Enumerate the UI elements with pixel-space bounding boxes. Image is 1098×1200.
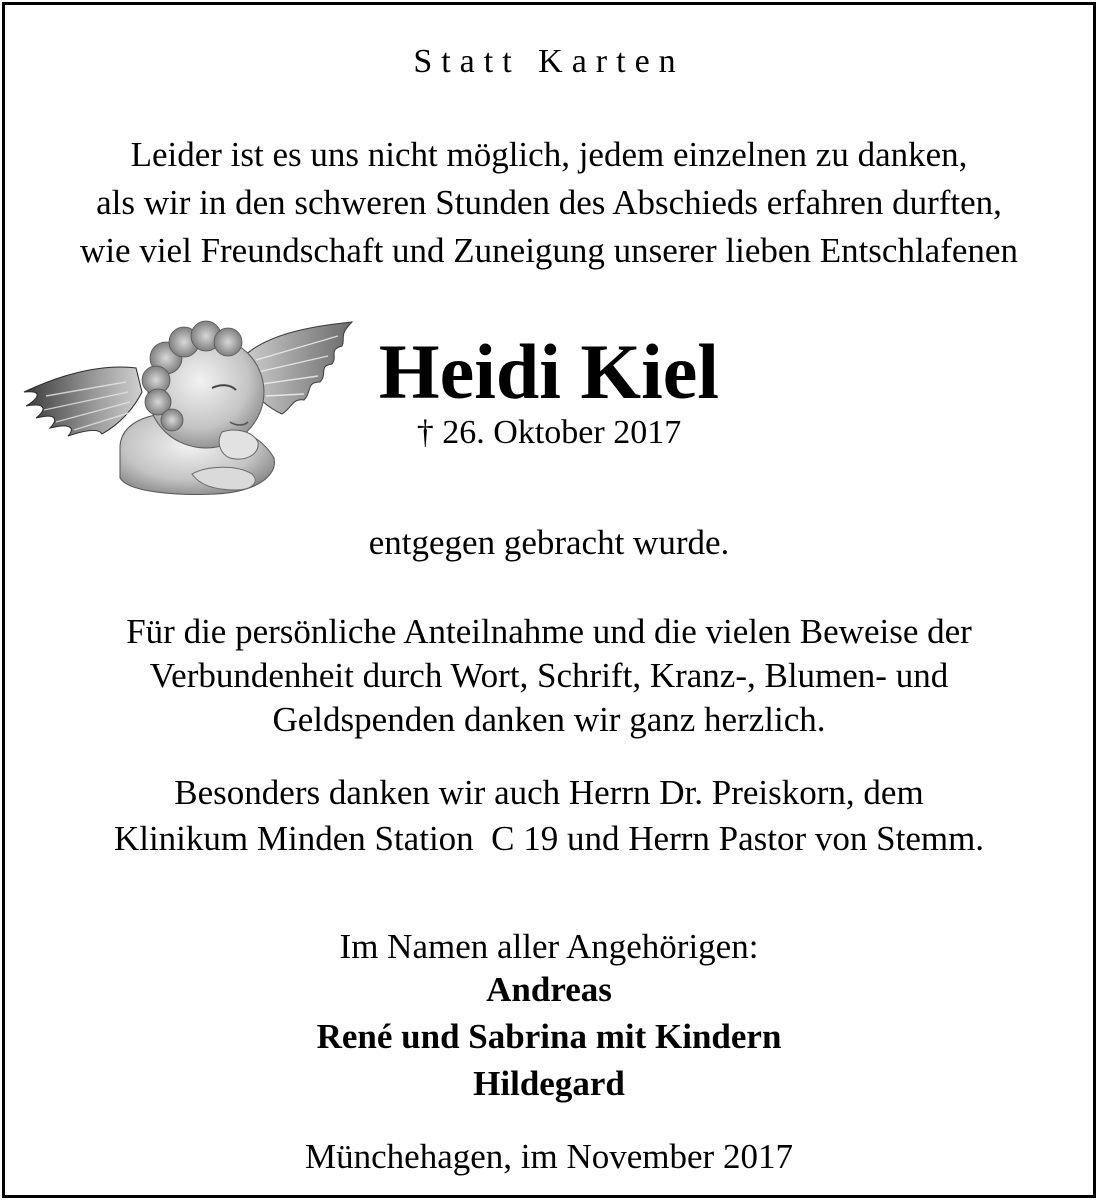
death-date: † 26. Oktober 2017 xyxy=(416,414,682,451)
special-thanks xyxy=(0,770,1098,862)
signature-name: Hildegard xyxy=(473,1064,625,1103)
deceased-name: Heidi Kiel xyxy=(378,328,720,415)
cherub-hand xyxy=(219,430,258,459)
intro-text xyxy=(0,131,1098,275)
thanks-line: Verbundenheit durch Wort, Schrift, Kranz-, Blumen- und xyxy=(149,656,949,695)
closing-place-date: Münchehagen, im November 2017 xyxy=(305,1137,793,1176)
thanks-line: Für die persönliche Anteilnahme und die vielen Beweise der xyxy=(126,612,972,651)
special-thanks-line: Besonders danken wir auch Herrn Dr. Preiskorn, dem xyxy=(174,773,924,812)
intro-line: Leider ist es uns nicht möglich, jedem einzelnen zu danken, xyxy=(130,135,968,174)
signature-lead: Im Namen aller Angehörigen: xyxy=(339,927,759,966)
cherub-angel-icon xyxy=(16,296,356,502)
signature-names xyxy=(0,966,1098,1107)
special-thanks-line: Klinikum Minden Station C 19 und Herrn Pastor von Stemm. xyxy=(113,819,985,858)
intro-line: als wir in den schweren Stunden des Abschieds erfahren durften, xyxy=(96,183,1002,222)
thanks-line: Geldspenden danken wir ganz herzlich. xyxy=(272,700,826,739)
signature-name: René und Sabrina mit Kindern xyxy=(316,1017,782,1056)
notice-header: Statt Karten xyxy=(413,43,685,80)
intro-line: wie viel Freundschaft und Zuneigung unserer lieben Entschlafenen xyxy=(80,231,1018,270)
continuation-text: entgegen gebracht wurde. xyxy=(368,523,730,562)
signature-name: Andreas xyxy=(486,970,612,1009)
thanks-paragraph xyxy=(0,610,1098,742)
